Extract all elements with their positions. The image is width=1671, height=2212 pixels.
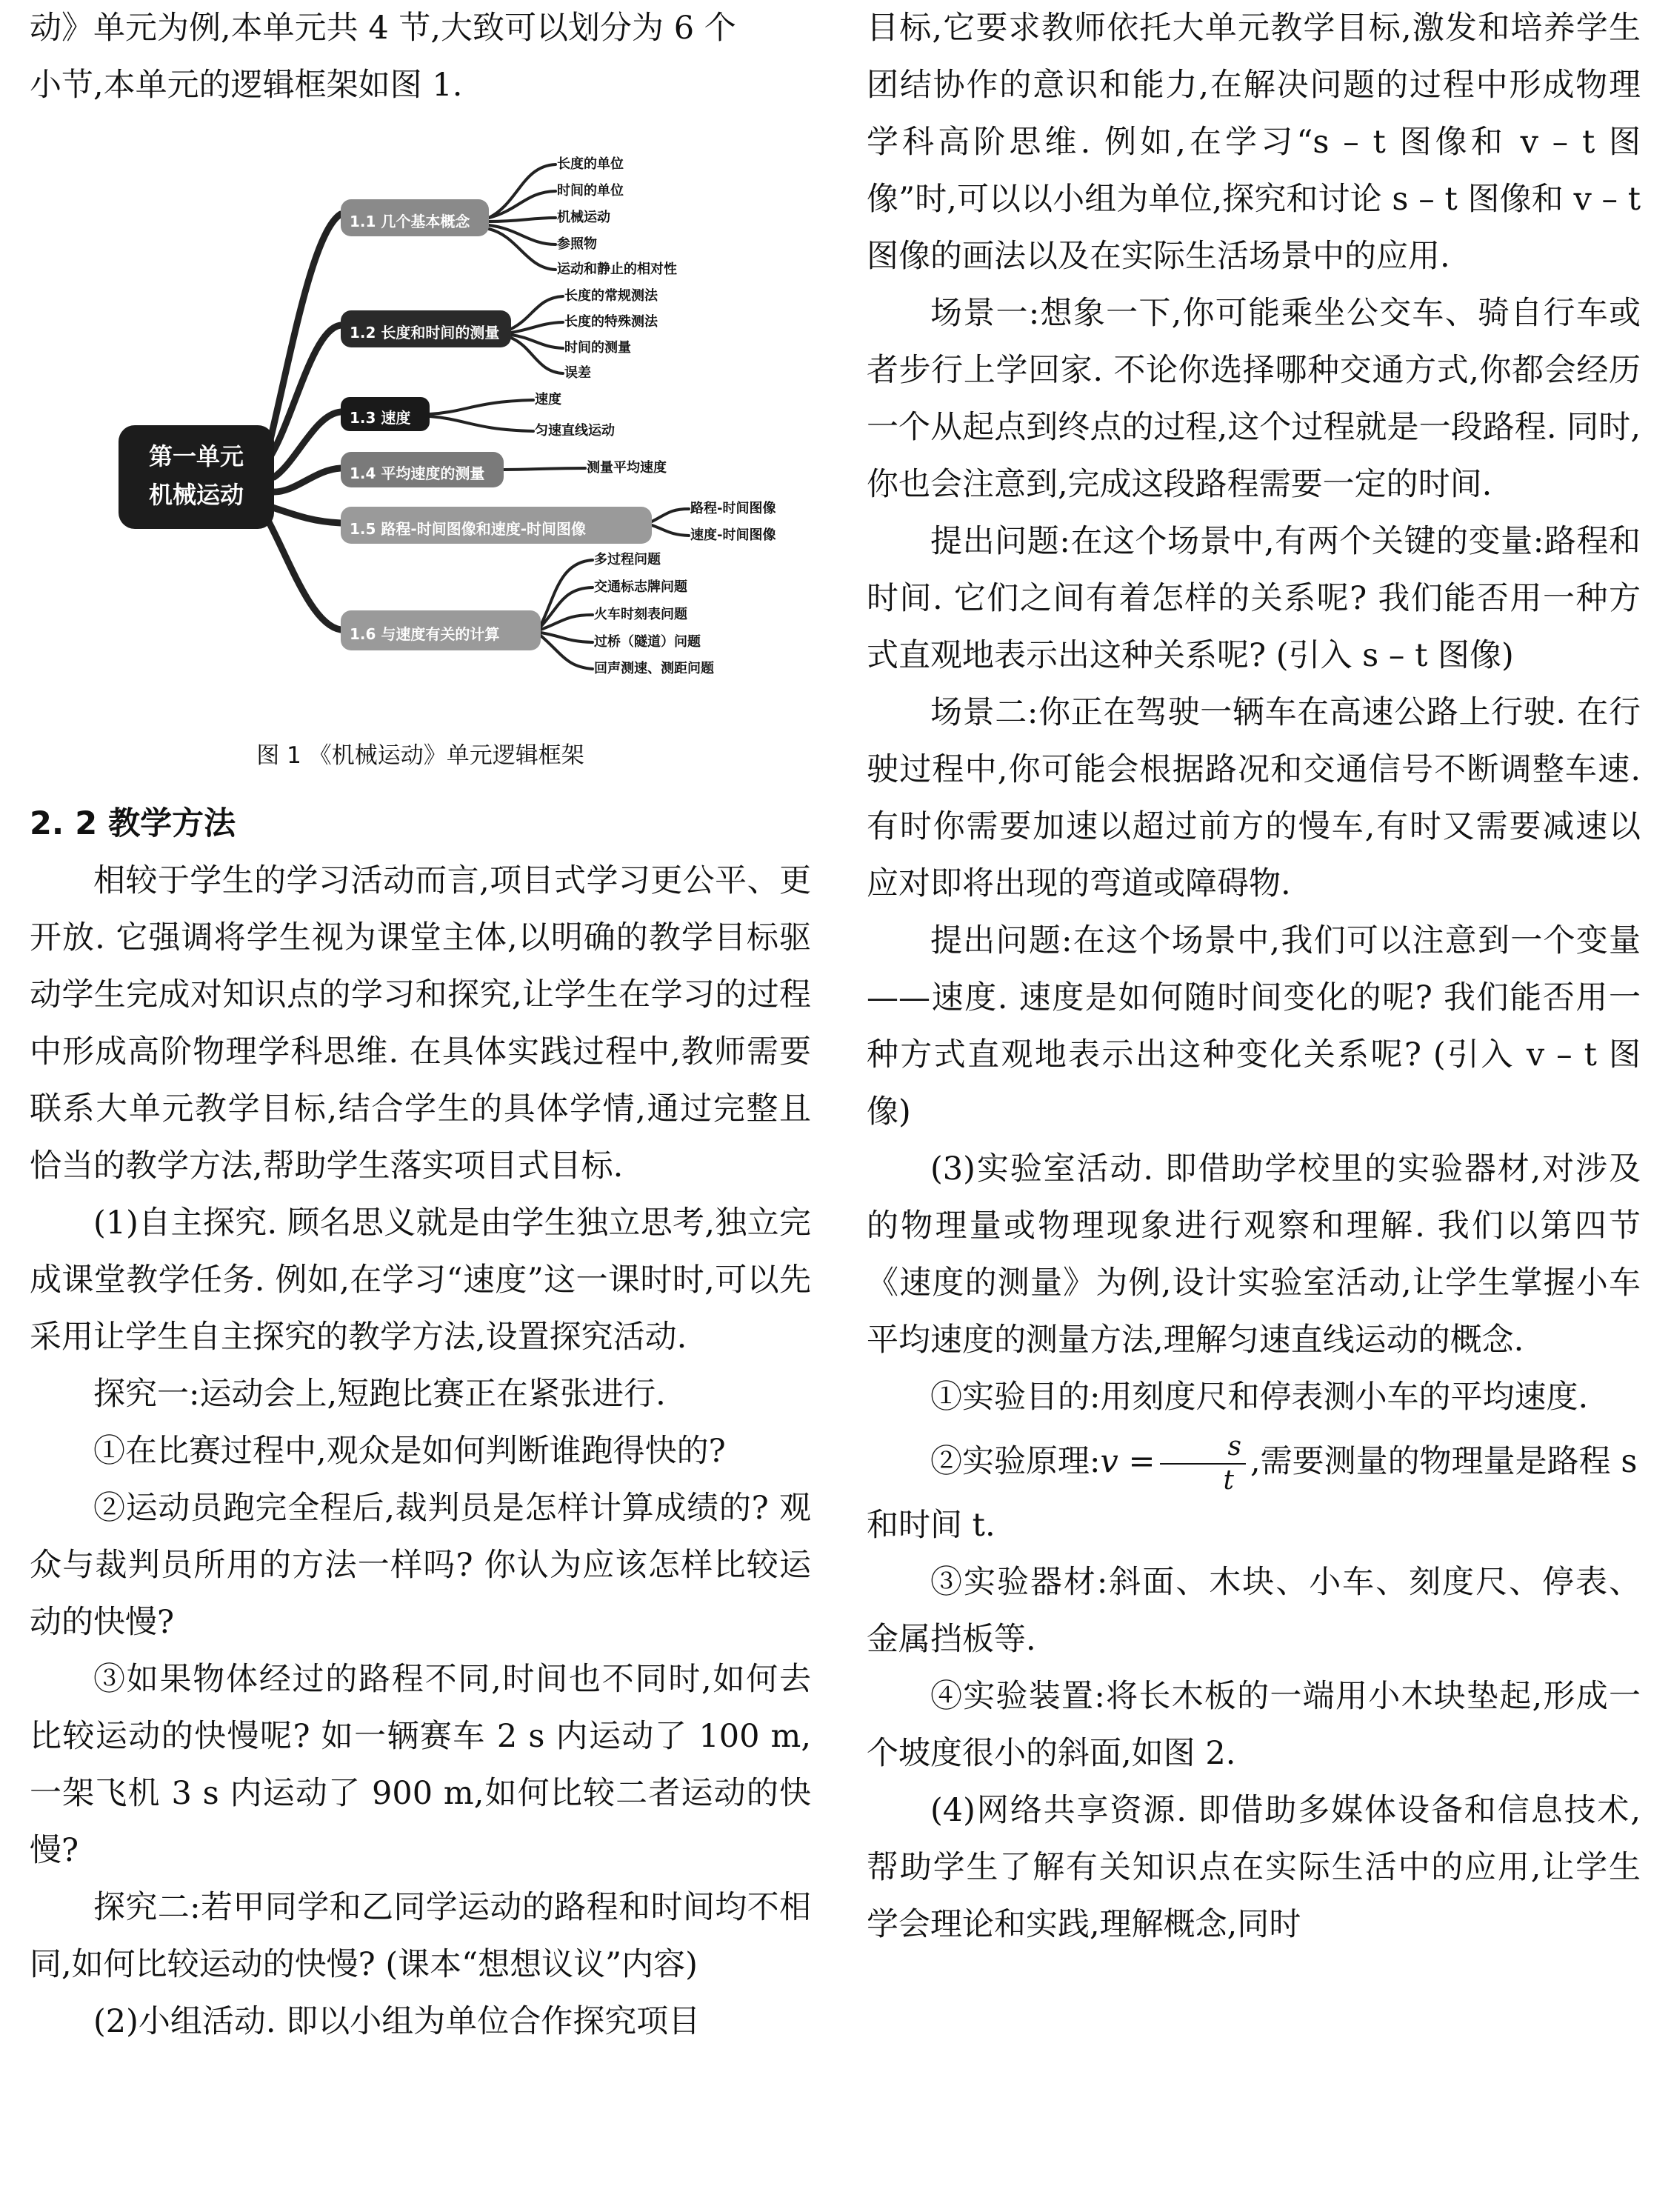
section-heading: 2. 2 教学方法 (30, 805, 236, 842)
branch-1-label: 1.1 几个基本概念 (350, 213, 470, 230)
formula-numerator: s (1160, 1430, 1246, 1465)
left-paragraph-4: ①在比赛过程中,观众是如何判断谁跑得快的? (93, 1433, 726, 1470)
leaf-1-2: 时间的单位 (557, 183, 624, 199)
branch-5-label: 1.5 路程-时间图像和速度-时间图像 (350, 520, 586, 538)
figure-1-caption: 图 1 《机械运动》单元逻辑框架 (256, 742, 584, 769)
leaf-2-1: 长度的常规测法 (564, 288, 658, 304)
experiment-principle-tail: 和时间 t. (867, 1507, 995, 1544)
leaf-2-4: 误差 (564, 365, 591, 381)
leaf-2-2: 长度的特殊测法 (564, 314, 658, 330)
leaf-6-3: 火车时刻表问题 (594, 607, 687, 622)
formula-fraction (1160, 1430, 1246, 1497)
experiment-principle: ②实验原理:v = $\frac{s}{t}$ ,需要测量的物理量是路程 s (930, 1431, 1638, 1496)
left-paragraph-6: ③如果物体经过的路程不同,时间也不同时,如何去比较运动的快慢呢? 如一辆赛车 2 s 内运动了 100 m,一架飞机 3 s 内运动了 900 m,如何比较二者运动的快慢? (30, 1661, 811, 1869)
right-paragraph-8: ③实验器材:斜面、木块、小车、刻度尺、停表、金属挡板等. (867, 1564, 1641, 1658)
branch-2-label: 1.2 长度和时间的测量 (350, 324, 500, 342)
leaf-1-5: 运动和静止的相对性 (557, 261, 677, 277)
right-paragraph-2: 场景一:想象一下,你可能乘坐公交车、骑自行车或者步行上学回家. 不论你选择哪种交通方式,你都会经历一个从起点到终点的过程,这个过程就是一段路程. 同时,你也会注意到,完成这段路程需要一定的时间. (867, 295, 1641, 503)
leaf-6-5: 回声测速、测距问题 (594, 661, 714, 676)
root-label: 第一单元 机械运动 (148, 442, 244, 509)
left-paragraph-7: 探究二:若甲同学和乙同学运动的路程和时间均不相同,如何比较运动的快慢? (课本“想想议议”内容) (30, 1889, 811, 1983)
leaf-5-1: 路程-时间图像 (690, 501, 776, 516)
left-paragraph-8: (2)小组活动. 即以小组为单位合作探究项目 (93, 2003, 701, 2040)
formula-lhs: v = (1100, 1443, 1155, 1480)
right-paragraph-3: 提出问题:在这个场景中,有两个关键的变量:路程和时间. 它们之间有着怎样的关系呢? 我们能否用一种方式直观地表示出这种关系呢? (引入 s – t 图像) (867, 523, 1641, 674)
left-paragraph-5: ②运动员跑完全程后,裁判员是怎样计算成绩的? 观众与裁判员所用的方法一样吗? 你认为应该怎样比较运动的快慢? (30, 1490, 811, 1641)
right-paragraph-10: (4)网络共享资源. 即借助多媒体设备和信息技术,帮助学生了解有关知识点在实际生活中的应用,让学生学会理论和实践,理解概念,同时 (867, 1792, 1641, 1943)
right-paragraph-9: ④实验装置:将长木板的一端用小木块垫起,形成一个坡度很小的斜面,如图 2. (867, 1678, 1641, 1772)
leaf-3-1: 速度 (535, 392, 561, 407)
left-paragraph-1: 相较于学生的学习活动而言,项目式学习更公平、更开放. 它强调将学生视为课堂主体,以明确的教学目标驱动学生完成对知识点的学习和探究,让学生在学习的过程中形成高阶物理学科思维. 在具体实践过程中,教师需要联系大单元教学目标,结合学生的具体学情,通过完整且恰当的教学方法,帮助学生落实项目式目标. (30, 862, 811, 1185)
right-paragraph-6: (3)实验室活动. 即借助学校里的实验器材,对涉及的物理量或物理现象进行观察和理解. 我们以第四节《速度的测量》为例,设计实验室活动,让学生掌握小车平均速度的测量方法,理解匀速直线运动的概念. (867, 1150, 1641, 1359)
leaf-1-1: 长度的单位 (557, 156, 624, 172)
leaf-2-3: 时间的测量 (564, 340, 631, 356)
right-paragraph-5: 提出问题:在这个场景中,我们可以注意到一个变量——速度. 速度是如何随时间变化的呢? 我们能否用一种方式直观地表示出这种变化关系呢? (引入 v – t 图像) (867, 922, 1641, 1130)
right-column (867, 0, 1641, 1953)
branch-6-label: 1.6 与速度有关的计算 (350, 625, 500, 643)
branch-3-label: 1.3 速度 (350, 409, 411, 427)
left-column (30, 0, 811, 2051)
leaf-4-1: 测量平均速度 (587, 460, 667, 476)
leaf-6-1: 多过程问题 (594, 552, 661, 567)
intro-line-2: 小节,本单元的逻辑框架如图 1. (30, 67, 463, 104)
leaf-6-4: 过桥（隧道）问题 (594, 634, 701, 650)
leaf-1-3: 机械运动 (557, 210, 610, 225)
right-paragraph-1: 目标,它要求教师依托大单元教学目标,激发和培养学生团结协作的意识和能力,在解决问题的过程中形成物理学科高阶思维. 例如,在学习“s – t 图像和 v – t 图像”时,可以以小组为单位,探究和讨论 s – t 图像和 v – t 图像的画法以及在实际生活场景中的应用. (867, 10, 1641, 275)
leaf-3-2: 匀速直线运动 (535, 423, 615, 439)
left-paragraph-3: 探究一:运动会上,短跑比赛正在紧张进行. (93, 1376, 666, 1413)
figure-1-mindmap (30, 114, 811, 796)
intro-line-1: 动》单元为例,本单元共 4 节,大致可以划分为 6 个 (30, 10, 736, 47)
left-paragraph-2: (1)自主探究. 顾名思义就是由学生独立思考,独立完成课堂教学任务. 例如,在学习“速度”这一课时时,可以先采用让学生自主探究的教学方法,设置探究活动. (30, 1205, 811, 1356)
right-paragraph-4: 场景二:你正在驾驶一辆车在高速公路上行驶. 在行驶过程中,你可能会根据路况和交通信号不断调整车速. 有时你需要加速以超过前方的慢车,有时又需要减速以应对即将出现的弯道或障碍物. (867, 694, 1641, 902)
formula-denominator: t (1223, 1465, 1234, 1496)
leaf-1-4: 参照物 (557, 236, 597, 252)
right-paragraph-7: ①实验目的:用刻度尺和停表测小车的平均速度. (930, 1379, 1589, 1416)
branch-4-label: 1.4 平均速度的测量 (350, 464, 485, 482)
leaf-6-2: 交通标志牌问题 (594, 579, 687, 595)
leaf-5-2: 速度-时间图像 (690, 527, 776, 543)
